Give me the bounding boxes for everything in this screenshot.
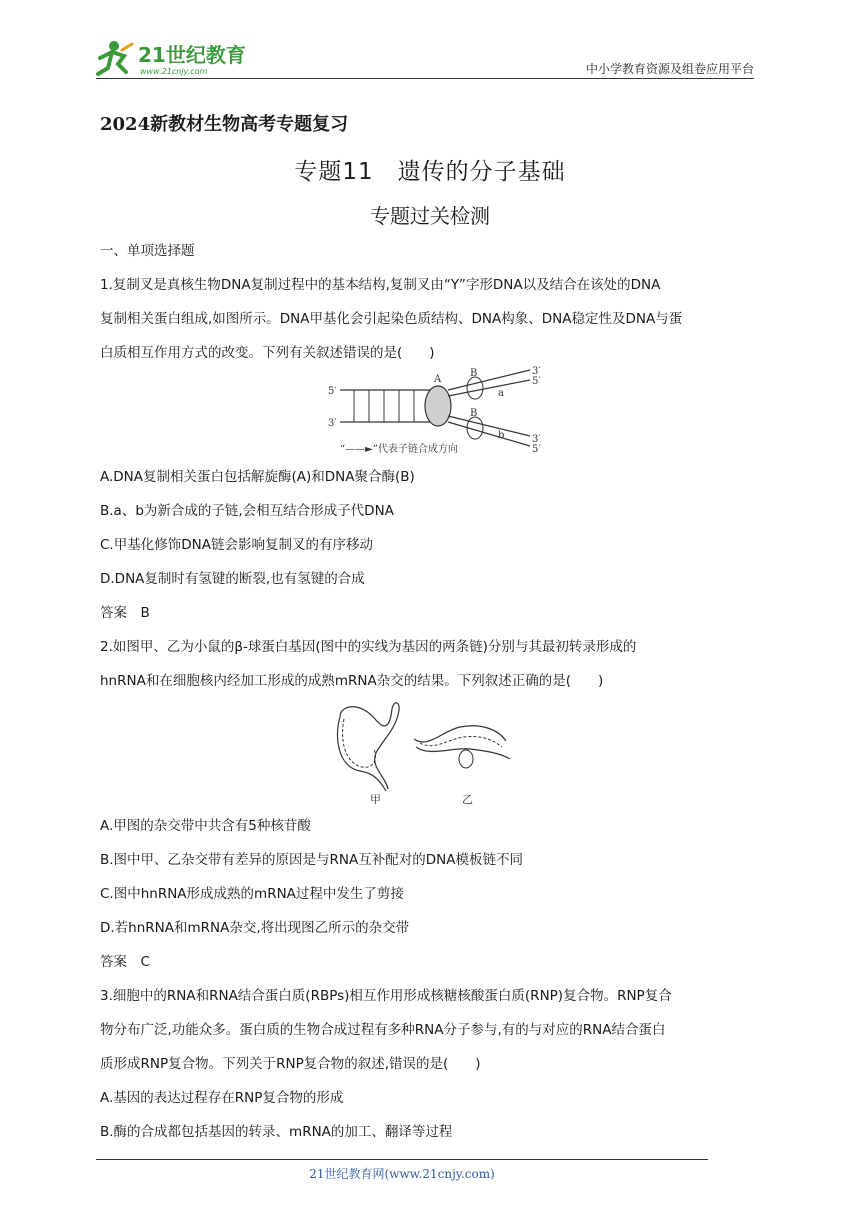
site-logo <box>96 38 266 78</box>
figure-label: 5′ <box>532 444 541 455</box>
question-2-option-d: D.若hnRNA和mRNA杂交,将出现图乙所示的杂交带 <box>100 920 410 936</box>
question-3-stem-line: 质形成RNP复合物。下列关于RNP复合物的叙述,错误的是( ) <box>100 1056 481 1072</box>
figure-label: b <box>498 430 505 441</box>
question-3-option-b: B.酶的合成都包括基因的转录、mRNA的加工、翻译等过程 <box>100 1124 453 1140</box>
question-1-stem-line: 1.复制叉是真核生物DNA复制过程中的基本结构,复制叉由“Y”字形DNA以及结合在该处的DNA <box>100 277 661 293</box>
section-subtitle: 专题过关检测 <box>370 204 490 228</box>
figure-label: 3′ <box>328 418 337 429</box>
question-3-option-a: A.基因的表达过程存在RNP复合物的形成 <box>100 1090 344 1106</box>
question-1-stem-line: 复制相关蛋白组成,如图所示。DNA甲基化会引起染色质结构、DNA构象、DNA稳定性及DNA与蛋 <box>100 311 683 327</box>
figure-label: 3′ <box>532 434 541 445</box>
question-2-answer: 答案 C <box>100 954 150 970</box>
figure-label: 3′ <box>532 366 541 377</box>
footer-divider <box>96 1159 708 1160</box>
question-2-option-b: B.图中甲、乙杂交带有差异的原因是与RNA互补配对的DNA模板链不同 <box>100 852 523 868</box>
header-divider <box>96 78 754 79</box>
figure-label: 5′ <box>532 376 541 387</box>
question-1-option-c: C.甲基化修饰DNA链会影响复制叉的有序移动 <box>100 537 373 553</box>
question-1-stem-line: 白质相互作用方式的改变。下列有关叙述错误的是( ) <box>100 345 435 361</box>
figure-label-yi: 乙 <box>462 793 473 806</box>
question-2-stem-line: 2.如图甲、乙为小鼠的β-球蛋白基因(图中的实线为基因的两条链)分别与其最初转录形成的 <box>100 639 637 655</box>
figure-label: B <box>470 368 478 379</box>
footer-link[interactable]: 21世纪教育网(www.21cnjy.com) <box>309 1167 495 1181</box>
topic-title: 专题11 遗传的分子基础 <box>294 159 566 185</box>
header-platform-text: 中小学教育资源及组卷应用平台 <box>585 62 754 76</box>
question-1-option-a: A.DNA复制相关蛋白包括解旋酶(A)和DNA聚合酶(B) <box>100 469 415 485</box>
replication-fork-figure <box>318 366 548 462</box>
runner-icon <box>98 41 132 74</box>
question-2-option-a: A.甲图的杂交带中共含有5种核苷酸 <box>100 818 311 834</box>
question-3-stem-line: 3.细胞中的RNA和RNA结合蛋白质(RBPs)相互作用形成核糖核酸蛋白质(RNP)复合物。RNP复合 <box>100 988 672 1004</box>
question-2-option-c: C.图中hnRNA形成成熟的mRNA过程中发生了剪接 <box>100 886 404 902</box>
figure-label: a <box>498 388 504 399</box>
figure-label: B <box>470 408 478 419</box>
question-1-option-d: D.DNA复制时有氢键的断裂,也有氢键的合成 <box>100 571 365 587</box>
figure-label: A <box>434 374 442 385</box>
figure-label: 5′ <box>328 386 337 397</box>
question-1-answer: 答案 B <box>100 605 150 621</box>
svg-text:21世纪教育: 21世纪教育 <box>138 43 246 67</box>
section-heading: 一、单项选择题 <box>100 243 195 259</box>
hybridization-figure <box>330 697 520 811</box>
question-3-stem-line: 物分布广泛,功能众多。蛋白质的生物合成过程有多种RNA分子参与,有的与对应的RNA结合蛋白 <box>100 1022 666 1038</box>
question-1-option-b: B.a、b为新合成的子链,会相互结合形成子代DNA <box>100 503 394 519</box>
figure-caption: “——►”代表子链合成方向 <box>340 444 458 455</box>
document-title: 2024新教材生物高考专题复习 <box>100 114 349 135</box>
figure-label-jia: 甲 <box>370 793 381 806</box>
svg-text:www.21cnjy.com: www.21cnjy.com <box>140 67 208 76</box>
question-2-stem-line: hnRNA和在细胞核内经加工形成的成熟mRNA杂交的结果。下列叙述正确的是( ) <box>100 673 604 689</box>
